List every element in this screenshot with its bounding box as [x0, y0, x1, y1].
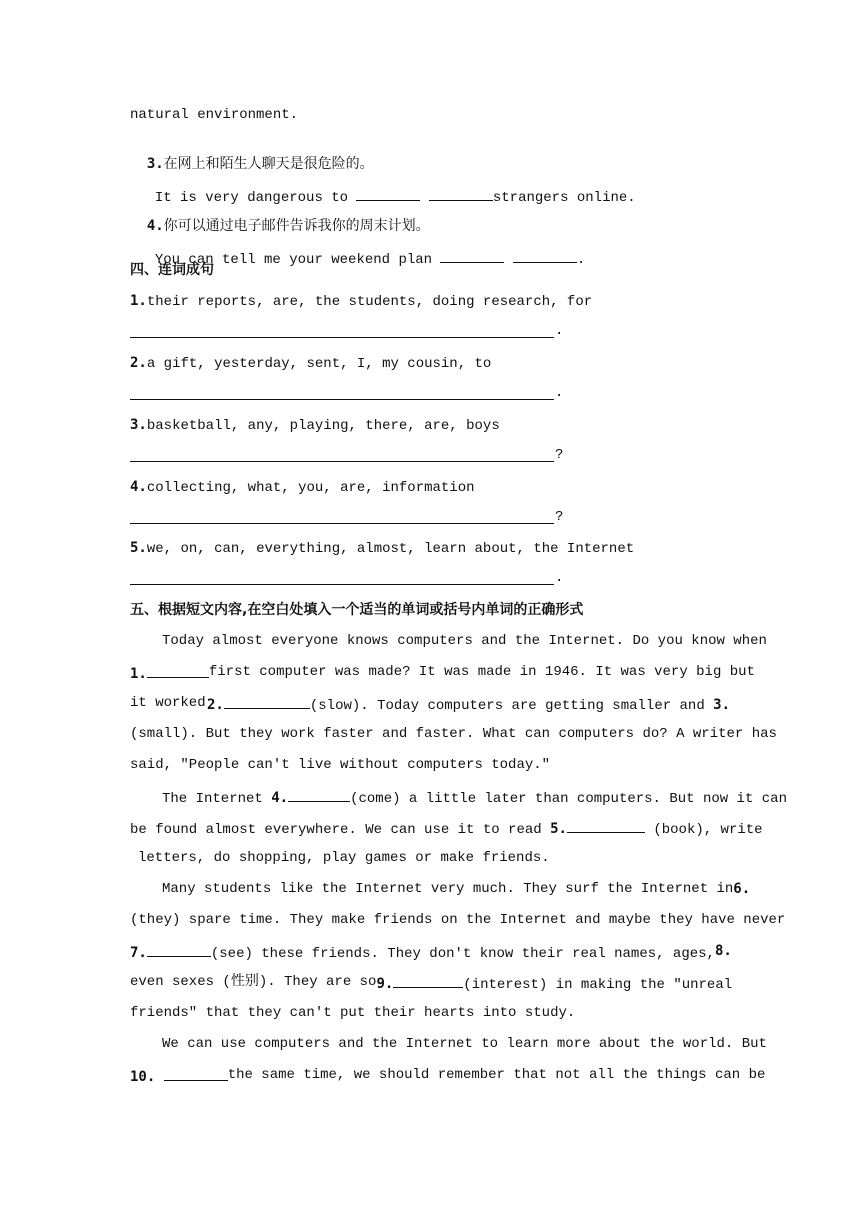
passage-line	[130, 818, 763, 839]
fill-blank[interactable]	[393, 973, 463, 988]
fill-blank[interactable]	[513, 248, 577, 263]
blank-number: 9.	[376, 976, 394, 992]
item-number: 3.	[130, 417, 147, 433]
sentence-end: .	[576, 252, 586, 268]
passage-line: (they) spare time. They make friends on the Internet and maybe they have never	[130, 912, 786, 928]
passage-line: We can use computers and the Internet to learn more about the world. But	[162, 1036, 767, 1052]
passage-text: (book), write	[653, 822, 763, 838]
passage-line: (small). But they work faster and faster. What can computers do? A writer has	[130, 726, 777, 742]
question-chinese: 你可以通过电子邮件告诉我你的周末计划。	[163, 218, 430, 234]
reorder-item-3	[130, 416, 500, 435]
passage-line	[162, 787, 787, 808]
blank-number: 7.	[130, 945, 147, 961]
question-chinese: 在网上和陌生人聊天是很危险的。	[163, 156, 374, 172]
passage-text: (come) a little later than computers. But now it can	[350, 791, 787, 807]
sentence-end: strangers online.	[492, 190, 636, 206]
item-number: 4.	[130, 479, 147, 495]
reorder-item-5	[130, 539, 634, 558]
passage-line: Today almost everyone knows computers and the Internet. Do you know when	[162, 633, 767, 649]
passage-text: (see) these friends. They don't know their real names, ages,	[210, 946, 715, 962]
passage-text: The Internet	[162, 791, 263, 807]
fill-blank[interactable]	[288, 787, 350, 802]
passage-line: letters, do shopping, play games or make friends.	[138, 850, 550, 866]
question-number: 3.	[146, 156, 164, 172]
item-number: 5.	[130, 540, 147, 556]
fill-blank[interactable]	[147, 663, 209, 678]
passage-text: it worked	[130, 695, 206, 711]
answer-end-mark: .	[555, 385, 564, 401]
item-words: basketball, any, playing, there, are, boys	[146, 418, 500, 434]
item-number: 1.	[130, 293, 147, 309]
reorder-item-4	[130, 478, 475, 497]
blank-number: 10.	[130, 1069, 156, 1085]
blank-number: 8.	[714, 943, 732, 959]
reorder-item-2	[130, 354, 491, 373]
answer-line[interactable]	[130, 461, 554, 462]
blank-number: 1.	[130, 666, 147, 682]
answer-line[interactable]	[130, 523, 554, 524]
blank-number: 3.	[713, 697, 730, 713]
item-words: their reports, are, the students, doing research, for	[146, 294, 593, 310]
answer-end-mark: ?	[555, 447, 564, 463]
answer-line[interactable]	[130, 337, 554, 338]
passage-text: (slow). Today computers are getting smaller and	[309, 698, 705, 714]
item-words: we, on, can, everything, almost, learn about, the Internet	[146, 541, 635, 557]
passage-line	[130, 942, 730, 963]
passage-text: be found almost everywhere. We can use it to read	[130, 822, 542, 838]
passage-text: (interest) in making the "unreal	[463, 977, 733, 993]
passage-text: the same time, we should remember that not all the things can be	[227, 1067, 766, 1083]
fill-blank[interactable]	[567, 818, 645, 833]
fill-blank[interactable]	[429, 186, 493, 201]
blank-number: 4.	[271, 790, 289, 806]
passage-text: even sexes (性别). They are so	[130, 974, 377, 990]
passage-line: said, "People can't live without computers today."	[130, 757, 551, 773]
blank-number: 6.	[733, 881, 751, 897]
section-5-title: 五、根据短文内容,在空白处填入一个适当的单词或括号内单词的正确形式	[130, 602, 584, 618]
section-4-title: 四、连词成句	[130, 262, 214, 278]
passage-line	[162, 880, 751, 898]
reorder-item-1	[130, 292, 592, 311]
passage-line	[130, 694, 730, 715]
passage-text: first computer was made? It was made in 1946. It was very big but	[208, 664, 755, 680]
fill-blank[interactable]	[224, 694, 310, 709]
sentence-start: It is very dangerous to	[154, 190, 349, 206]
fill-blank[interactable]	[440, 248, 504, 263]
blank-number: 5.	[550, 821, 567, 837]
answer-end-mark: ?	[555, 509, 564, 525]
item-words: a gift, yesterday, sent, I, my cousin, to	[146, 356, 492, 372]
answer-end-mark: .	[555, 570, 564, 586]
passage-line	[130, 973, 733, 994]
passage-line: friends" that they can't put their hearts into study.	[130, 1005, 576, 1021]
item-words: collecting, what, you, are, information	[146, 480, 475, 496]
passage-text: Many students like the Internet very much. They surf the Internet in	[162, 881, 734, 897]
answer-line[interactable]	[130, 584, 554, 585]
question-number: 4.	[146, 218, 164, 234]
blank-number: 2.	[207, 697, 224, 713]
answer-line[interactable]	[130, 399, 554, 400]
continuation-text: natural environment.	[130, 107, 299, 123]
item-number: 2.	[130, 355, 147, 371]
answer-end-mark: .	[555, 323, 564, 339]
sentence-start: You can tell me your weekend plan	[154, 252, 433, 268]
fill-blank[interactable]	[147, 942, 211, 957]
passage-line	[130, 1066, 766, 1087]
fill-blank[interactable]	[164, 1066, 228, 1081]
passage-line	[130, 663, 755, 684]
